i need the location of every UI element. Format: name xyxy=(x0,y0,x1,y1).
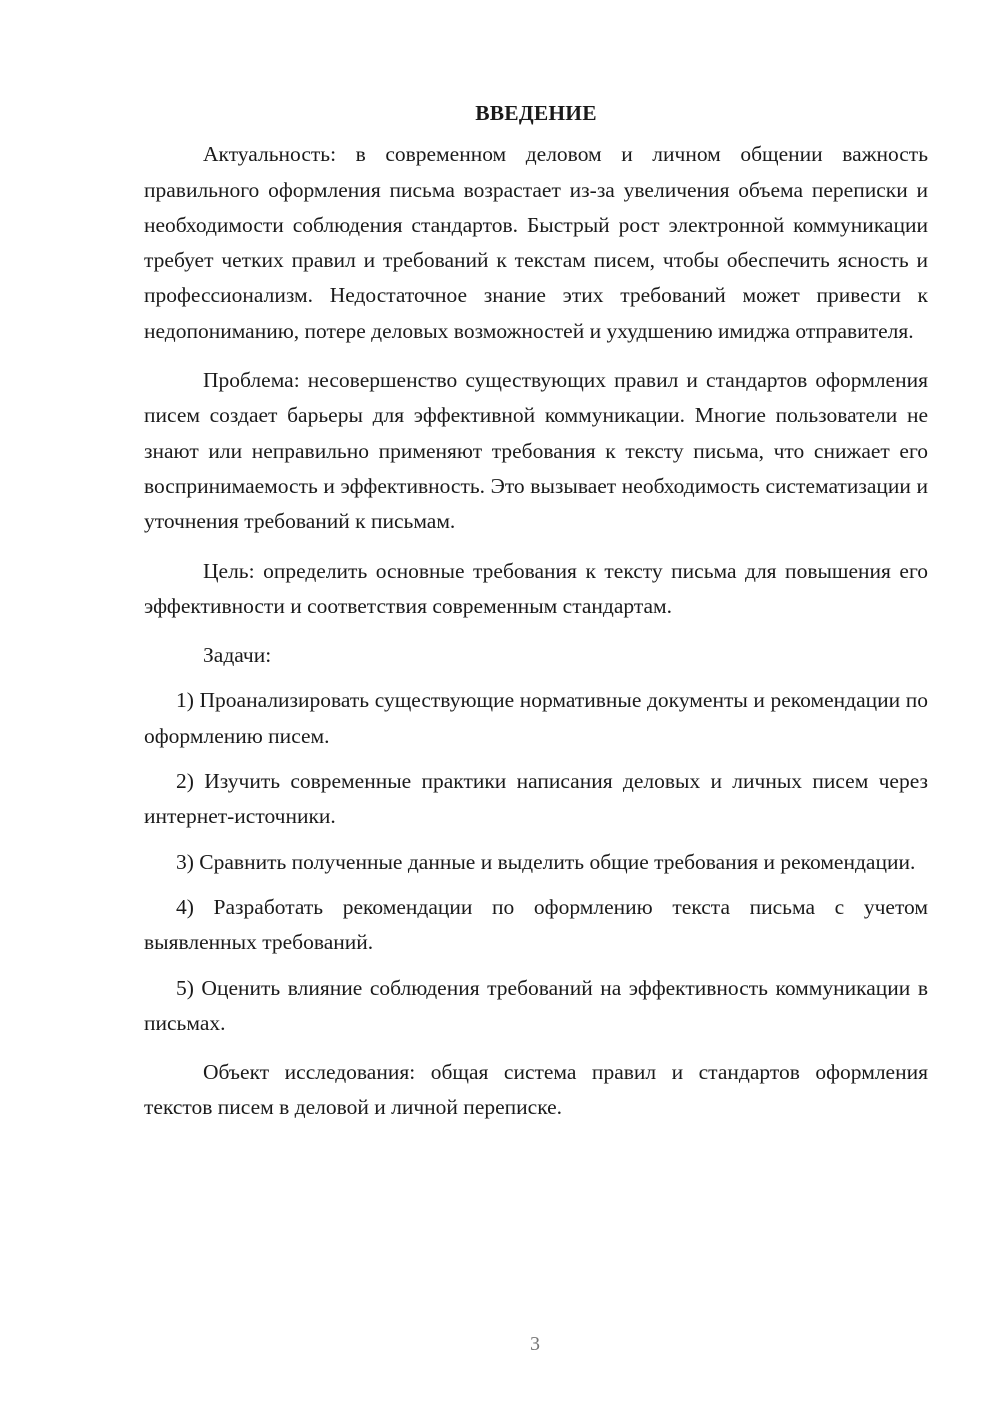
task-item: 2) Изучить современные практики написания деловых и личных писем через интернет-источники. xyxy=(144,769,928,829)
task-item: 3) Сравнить полученные данные и выделить общие требования и рекомендации. xyxy=(176,849,916,874)
task-item: 1) Проанализировать существующие нормативные документы и рекомендации по оформлению писем. xyxy=(144,688,928,748)
object-paragraph: Объект исследования: общая система правил и стандартов оформления текстов писем в деловой и личной переписке. xyxy=(144,1060,928,1120)
tasks-list xyxy=(144,683,928,1041)
page-number: 3 xyxy=(530,1333,540,1355)
page-content xyxy=(144,96,928,1126)
relevance-paragraph: Актуальность: в современном деловом и личном общении важность правильного оформления письма возрастает из-за увеличения объема переписки и необходимости соблюдения стандартов. Быстрый рост электронной коммуникации требует четких правил и требований к текстам писем, чтобы обеспечить ясность и профессионализм. Недостаточное знание этих требований может привести к недопониманию, потере деловых возможностей и ухудшению имиджа отправителя. xyxy=(144,142,928,343)
task-item: 5) Оценить влияние соблюдения требований на эффективность коммуникации в письмах. xyxy=(144,975,928,1035)
section-title: ВВЕДЕНИЕ xyxy=(475,101,597,125)
tasks-heading: Задачи: xyxy=(203,643,272,668)
problem-paragraph: Проблема: несовершенство существующих правил и стандартов оформления писем создает барьеры для эффективной коммуникации. Многие пользователи не знают или неправильно применяют требования к тексту письма, что снижает его воспринимаемость и эффективность. Это вызывает необходимость систематизации и уточнения требований к письмам. xyxy=(144,368,928,534)
goal-paragraph: Цель: определить основные требования к тексту письма для повышения его эффективности и соответствия современным стандартам. xyxy=(144,558,928,618)
task-item: 4) Разработать рекомендации по оформлению текста письма с учетом выявленных требований. xyxy=(144,894,928,955)
